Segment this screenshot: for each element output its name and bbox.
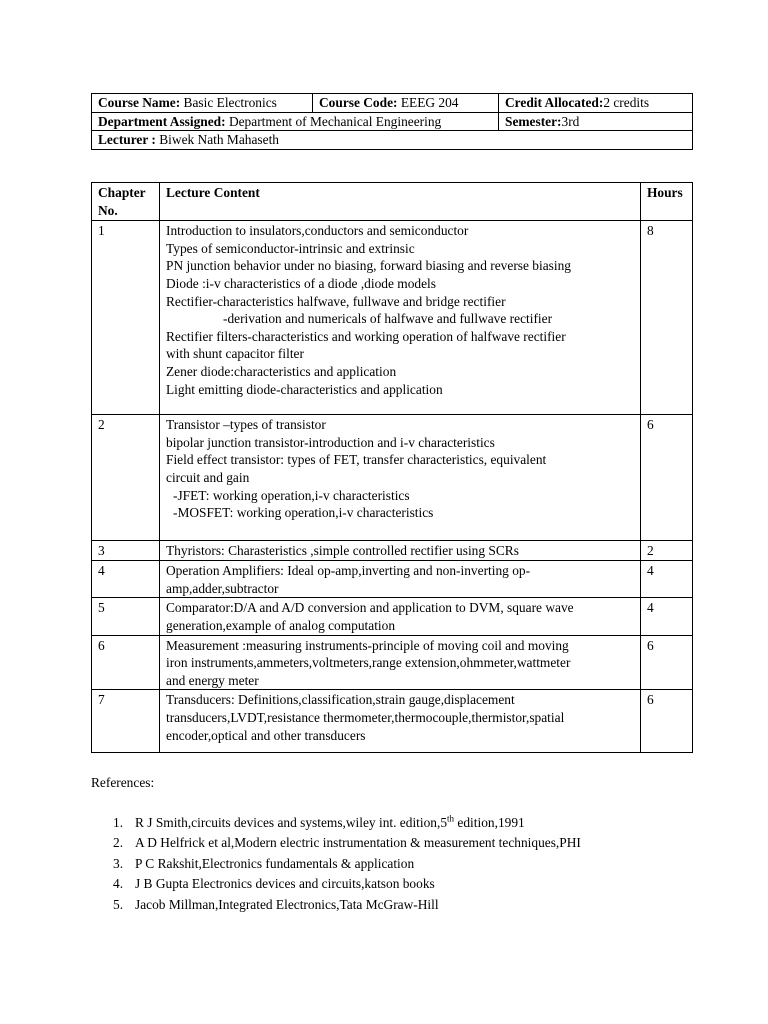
course-info-row <box>92 131 693 150</box>
lecture-content-cell <box>160 415 641 541</box>
lecture-content-line: Rectifier filters-characteristics and working operation of halfwave rectifier <box>166 328 566 344</box>
course-name-value: Basic Electronics <box>183 95 277 110</box>
chapter-number: 1 <box>92 221 160 415</box>
lecture-content-line: Thyristors: Charasteristics ,simple controlled rectifier using SCRs <box>166 542 519 558</box>
hours-value: 2 <box>641 540 693 561</box>
lecture-content-line: Diode :i-v characteristics of a diode ,diode models <box>166 275 436 291</box>
lecture-content-line: Operation Amplifiers: Ideal op-amp,inverting and non-inverting op- <box>166 563 531 579</box>
lecturer-cell <box>92 131 693 150</box>
lecturer-label: Lecturer : <box>98 132 156 148</box>
lecture-content-line: circuit and gain <box>166 469 250 485</box>
chapter-number: 4 <box>92 561 160 598</box>
semester-value: 3rd <box>561 113 580 129</box>
hours-value: 8 <box>641 221 693 415</box>
reference-item <box>91 834 711 855</box>
course-info-row <box>92 94 693 113</box>
lecture-content-line: iron instruments,ammeters,voltmeters,range extension,ohmmeter,wattmeter <box>166 655 571 671</box>
lecture-content-line: bipolar junction transistor-introduction and i-v characteristics <box>166 434 495 450</box>
lecture-content-line: Measurement :measuring instruments-principle of moving coil and moving <box>166 637 569 653</box>
references-list <box>91 814 711 917</box>
references-section <box>91 774 711 916</box>
course-info-table <box>91 93 693 150</box>
reference-number: 5. <box>113 896 124 912</box>
table-row <box>92 561 693 598</box>
reference-text: P C Rakshit,Electronics fundamentals & application <box>135 855 415 871</box>
reference-item <box>91 875 711 896</box>
table-row <box>92 598 693 635</box>
course-code-label: Course Code: <box>319 95 398 110</box>
course-code-cell <box>313 94 499 113</box>
credit-label: Credit Allocated: <box>505 95 604 110</box>
department-cell <box>92 112 499 131</box>
lecture-content-body <box>92 221 693 753</box>
table-row <box>92 415 693 541</box>
lecture-content-cell <box>160 598 641 635</box>
table-row <box>92 635 693 690</box>
chapter-number: 5 <box>92 598 160 635</box>
reference-number: 2. <box>113 835 124 851</box>
hours-value: 6 <box>641 415 693 541</box>
lecture-content-cell <box>160 690 641 753</box>
lecture-content-line: PN junction behavior under no biasing, forward biasing and reverse biasing <box>166 258 571 274</box>
hours-value: 6 <box>641 690 693 753</box>
chapter-number: 6 <box>92 635 160 690</box>
reference-text: A D Helfrick et al,Modern electric instrumentation & measurement techniques,PHI <box>135 835 581 851</box>
lecture-content-line: Transducers: Definitions,classification,strain gauge,displacement <box>166 692 515 708</box>
lecture-content-line: and energy meter <box>166 672 259 688</box>
lecture-content-cell <box>160 635 641 690</box>
lecture-content-cell <box>160 540 641 561</box>
department-label: Department Assigned: <box>98 113 226 129</box>
lecture-content-table <box>91 182 693 753</box>
lecture-content-line: Rectifier-characteristics halfwave, fullwave and bridge rectifier <box>166 293 506 309</box>
credit-cell <box>499 94 693 113</box>
lecture-content-line: Introduction to insulators,conductors and semiconductor <box>166 223 469 239</box>
lecture-content-header: Lecture Content <box>160 183 641 221</box>
department-value: Department of Mechanical Engineering <box>228 113 442 129</box>
lecture-content-line: generation,example of analog computation <box>166 618 396 634</box>
lecture-content-line: -JFET: working operation,i-v characteristics <box>173 487 410 503</box>
hours-value: 4 <box>641 598 693 635</box>
lecture-content-line: Comparator:D/A and A/D conversion and application to DVM, square wave <box>166 600 574 616</box>
lecture-content-line: -derivation and numericals of halfwave and fullwave rectifier <box>223 311 553 327</box>
reference-number: 4. <box>113 876 124 892</box>
table-header-row <box>92 183 693 221</box>
lecture-content-line: -MOSFET: working operation,i-v characteristics <box>173 505 434 521</box>
reference-text: R J Smith,circuits devices and systems,wiley int. edition,5 <box>135 814 448 830</box>
lecturer-value: Biwek Nath Mahaseth <box>159 132 279 148</box>
hours-value: 6 <box>641 635 693 690</box>
lecture-content-line: transducers,LVDT,resistance thermometer,thermocouple,thermistor,spatial <box>166 710 565 726</box>
lecture-content-line: encoder,optical and other transducers <box>166 727 366 743</box>
reference-item <box>91 855 711 876</box>
reference-number: 1. <box>113 814 124 830</box>
chapter-number: 3 <box>92 540 160 561</box>
course-name-label: Course Name: <box>98 95 181 110</box>
lecture-content-line: amp,adder,subtractor <box>166 580 279 596</box>
chapter-number: 7 <box>92 690 160 753</box>
reference-text-end: edition,1991 <box>454 814 525 830</box>
lecture-content-line: Transistor –types of transistor <box>166 417 326 433</box>
reference-text: J B Gupta Electronics devices and circuits,katson books <box>135 876 435 892</box>
hours-header: Hours <box>641 183 693 221</box>
reference-text: Jacob Millman,Integrated Electronics,Tata McGraw-Hill <box>135 896 439 912</box>
lecture-content-line: Types of semiconductor-intrinsic and extrinsic <box>166 240 415 256</box>
course-code-value: EEEG 204 <box>400 95 459 110</box>
lecture-content-line: Light emitting diode-characteristics and application <box>166 381 443 397</box>
semester-label: Semester: <box>505 113 562 129</box>
table-row <box>92 221 693 415</box>
lecture-content-cell <box>160 561 641 598</box>
reference-item <box>91 814 711 835</box>
lecture-content-line: with shunt capacitor filter <box>166 346 304 362</box>
lecture-content-cell <box>160 221 641 415</box>
references-heading: References: <box>91 775 155 790</box>
course-info-row <box>92 112 693 131</box>
hours-value: 4 <box>641 561 693 598</box>
table-row <box>92 540 693 561</box>
reference-number: 3. <box>113 855 124 871</box>
course-name-cell <box>92 94 313 113</box>
semester-cell <box>499 112 693 131</box>
chapter-header: Chapter No. <box>92 183 160 221</box>
reference-item <box>91 896 711 917</box>
lecture-content-line: Zener diode:characteristics and application <box>166 363 397 379</box>
credit-value: 2 credits <box>603 95 650 110</box>
chapter-number: 2 <box>92 415 160 541</box>
lecture-content-line: Field effect transistor: types of FET, transfer characteristics, equivalent <box>166 452 547 468</box>
table-row <box>92 690 693 753</box>
reference-superscript: th <box>447 813 455 824</box>
